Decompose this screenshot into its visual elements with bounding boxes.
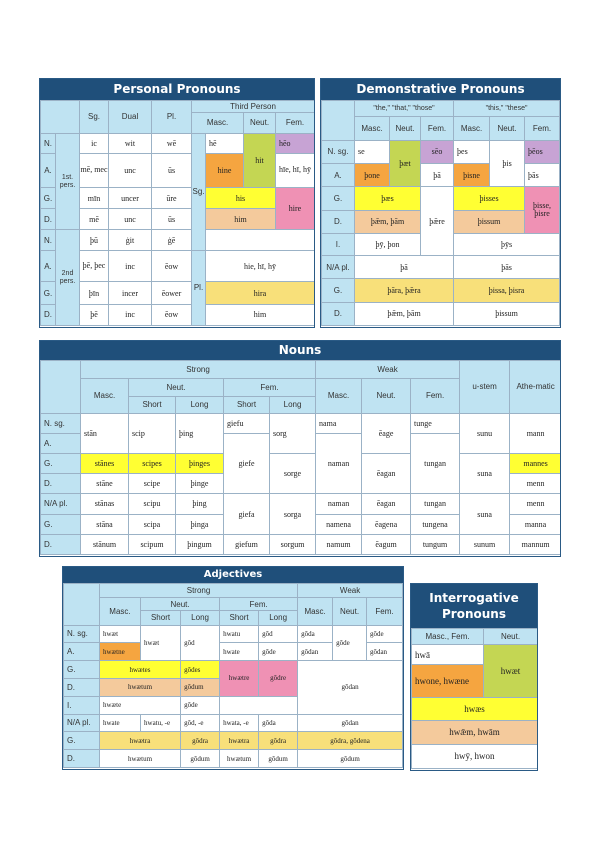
header-neut: Neut. [390,117,421,140]
case-label: D. [41,209,56,230]
pronoun-cell: wit [109,133,152,153]
adjective-cell: hwætre [220,661,259,697]
case-label: D. [41,304,56,325]
interrogative-cell: hwæt [484,645,538,698]
noun-cell: namum [316,534,362,554]
header-masc: Masc. [454,117,490,140]
pronoun-cell: sēo [421,140,454,163]
pronoun-cell: ēow [152,250,192,282]
header-short: Short [129,396,176,413]
adjective-cell: gōde [333,625,367,661]
case-label: G. [322,279,355,302]
personal-pronouns-panel [39,78,315,328]
pronoun-cell: þӯs [454,233,560,255]
noun-cell: sorge [270,454,316,494]
case-label: I. [322,233,355,255]
adjective-cell: hwæt [141,625,181,661]
pronoun-cell: þæs [355,187,421,210]
noun-cell: tungan [411,433,460,494]
header-neut: Neut. [484,629,538,645]
noun-cell: scipum [129,534,176,554]
noun-cell: sunum [460,534,510,554]
noun-cell: stāna [81,514,129,534]
noun-cell: scip [129,413,176,453]
case-label: D. [322,210,355,233]
pronoun-cell: ġit [109,230,152,250]
noun-cell: nama [316,413,362,433]
pronoun-cell: inc [109,304,152,325]
interrogative-cell: hwӯ, hwon [412,744,538,768]
header-athematic: Athe-matic [510,361,561,414]
adjective-cell: gōdra [259,732,298,750]
noun-cell: naman [316,494,362,514]
adjective-cell: hwætum [99,678,180,696]
interrogative-cell: hwone, hwæne [412,665,484,698]
pronoun-cell: þone [355,163,390,186]
pronoun-cell: hire [276,188,315,230]
personal-pronouns-table [40,100,315,326]
header-masc-fem: Masc., Fem. [412,629,484,645]
header-neut: Neut. [141,598,220,611]
pronoun-cell: ūs [152,209,192,230]
noun-cell: ēagena [362,514,411,534]
pronoun-cell: unc [109,209,152,230]
adjective-cell: gōdum [298,750,403,768]
pronoun-cell: þisne [454,163,490,186]
noun-cell: giefu [224,413,270,433]
pronoun-cell: þes [454,140,490,163]
noun-cell: scipu [129,494,176,514]
case-label: N. sg. [41,413,81,433]
pronoun-cell: þisses [454,187,525,210]
case-label: A. [322,163,355,186]
pronoun-cell: þissa, þisra [454,279,560,302]
adjective-cell: hwætra [220,732,259,750]
case-label: A. [64,643,100,661]
adjectives-table [63,583,403,768]
header-neut: Neut. [362,378,411,413]
noun-cell: stānes [81,454,129,474]
nouns-title: Nouns [40,341,560,360]
header-neut: Neut. [129,378,224,396]
noun-cell: ēagum [362,534,411,554]
pronoun-cell: ēower [152,282,192,304]
header-long: Long [259,611,298,625]
pronoun-cell: incer [109,282,152,304]
adjective-cell: hwæte [99,696,180,714]
pronoun-cell: ic [80,133,109,153]
first-person-label: 1st. pers. [56,133,80,230]
pronoun-cell: þā [355,256,454,279]
noun-cell: tunge [411,413,460,433]
case-label: G. [41,514,81,534]
case-label: A. [41,154,56,188]
case-label: D. [322,302,355,325]
adjective-cell: gōde [366,625,402,643]
noun-cell: tungena [411,514,460,534]
noun-cell: namena [316,514,362,534]
pronoun-cell: þissum [454,302,560,325]
noun-cell: tungan [411,494,460,514]
pronoun-cell: ūre [152,188,192,209]
pronoun-cell: þū [80,230,109,250]
third-pl-label: Pl. [192,250,206,325]
pronoun-cell: se [355,140,390,163]
adjective-cell: gōde [259,643,298,661]
noun-cell: ēage [362,413,411,453]
header-sg: Sg. [80,101,109,134]
adjective-cell: hwætum [99,750,180,768]
interrogative-pronouns-panel [410,583,538,771]
noun-cell: suna [460,454,510,494]
pronoun-cell: þissum [454,210,525,233]
case-label: A. [41,250,56,282]
noun-cell: sorga [270,494,316,534]
pronoun-cell: þē [80,304,109,325]
noun-cell: naman [316,433,362,494]
header-long: Long [176,396,224,413]
adjectives-panel [62,566,404,770]
second-person-label: 2nd pers. [56,230,80,326]
case-label: D. [64,750,100,768]
header-pl: Pl. [152,101,192,134]
noun-cell: stānas [81,494,129,514]
pronoun-cell: þisse, þisre [525,187,560,234]
header-dual: Dual [109,101,152,134]
noun-cell: suna [460,494,510,534]
noun-cell: þinga [176,514,224,534]
case-label: G. [41,282,56,304]
header-fem: Fem. [224,378,316,396]
case-label: D. [41,534,81,554]
case-label: I. [64,696,100,714]
interrogative-cell: hwæs [412,698,538,720]
pronoun-cell: hira [206,282,315,304]
demonstrative-pronouns-title: Demonstrative Pronouns [321,79,560,100]
header-neut: Neut. [244,112,276,133]
pronoun-cell: his [206,188,276,209]
pronoun-cell: þās [454,256,560,279]
noun-cell: þing [176,494,224,514]
pronoun-cell: þāra, þǣra [355,279,454,302]
pronoun-cell: þās [525,163,560,186]
adjective-cell: gōdan [298,714,403,732]
header-masc: Masc. [81,378,129,413]
pronoun-cell: ēow [152,304,192,325]
case-label: G. [64,661,100,679]
adjective-cell: hwatu, -e [141,714,181,732]
pronoun-cell: inc [109,250,152,282]
pronoun-cell: þēos [525,140,560,163]
pronoun-cell: þǣm, þām [355,210,421,233]
adjective-cell: gōdra, gōdena [298,732,403,750]
case-label: N. sg. [322,140,355,163]
noun-cell: scipe [129,474,176,494]
pronoun-cell: þis [490,140,525,187]
case-label: N/A pl. [322,256,355,279]
nouns-table [40,360,561,555]
adjective-cell: gōd, -e [181,714,220,732]
pronoun-cell: þæt [390,140,421,187]
header-long: Long [181,611,220,625]
case-label: N. [41,133,56,153]
header-short: Short [224,396,270,413]
pronoun-cell: uncer [109,188,152,209]
adjective-cell: gōdre [259,661,298,697]
header-the-that-those: "the," "that," "those" [355,101,454,117]
adjective-cell: hwatu [220,625,259,643]
header-this-these: "this," "these" [454,101,560,117]
noun-cell: sorg [270,413,316,453]
adjective-cell: gōdan [298,643,333,661]
header-fem: Fem. [421,117,454,140]
adjective-cell: hwætra [99,732,180,750]
nouns-panel [39,340,561,557]
pronoun-cell: mē, mec [80,154,109,188]
demonstrative-pronouns-panel [320,78,561,328]
case-label: N. [41,230,56,250]
demonstrative-pronouns-table [321,100,560,326]
header-fem: Fem. [411,378,460,413]
noun-cell: ēagan [362,454,411,494]
pronoun-cell: þǣm, þām [355,302,454,325]
header-fem: Fem. [366,598,402,625]
third-sg-label: Sg. [192,133,206,250]
adjective-cell: gōda [259,714,298,732]
noun-cell: scipa [129,514,176,534]
adjective-cell: gōd [181,625,220,661]
header-masc: Masc. [192,112,244,133]
pronoun-cell: hīe, hī, hӯ [276,154,315,188]
pronoun-cell: wē [152,133,192,153]
case-label: D. [41,474,81,494]
noun-cell: þinge [176,474,224,494]
adjective-cell: gōdes [181,661,220,679]
adjective-cell: hwate [99,714,140,732]
noun-cell: giefum [224,534,270,554]
adjective-cell: gōdan [298,661,403,714]
noun-cell: ēagan [362,494,411,514]
case-label: D. [64,678,100,696]
adjective-cell: gōdra [181,732,220,750]
adjective-cell: hwata, -e [220,714,259,732]
pronoun-cell: unc [109,154,152,188]
adjective-cell: hwate [220,643,259,661]
interrogative-cell: hwǣm, hwām [412,720,538,744]
pronoun-cell: þǣre [421,187,454,256]
noun-cell: giefe [224,433,270,494]
pronoun-cell: þā [421,163,454,186]
pronoun-cell: hine [206,154,244,188]
noun-cell: mannum [510,534,561,554]
case-label: G. [322,187,355,210]
header-neut: Neut. [333,598,367,625]
case-label: G. [41,188,56,209]
interrogative-pronouns-table [411,628,538,769]
header-masc: Masc. [99,598,140,625]
adjectives-title: Adjectives [63,567,403,583]
adjective-cell: hwætne [99,643,140,661]
header-strong: Strong [81,361,316,379]
noun-cell: menn [510,494,561,514]
pronoun-cell: him [206,304,315,325]
adjective-cell: gōdum [181,750,220,768]
adjective-cell: hwætes [99,661,180,679]
pronoun-cell: hē [206,133,244,153]
case-label: A. [41,433,81,453]
adjective-cell: hwæt [99,625,140,643]
header-masc: Masc. [298,598,333,625]
personal-pronouns-title: Personal Pronouns [40,79,314,100]
noun-cell: mann [510,413,561,453]
noun-cell: scipes [129,454,176,474]
header-fem: Fem. [220,598,298,611]
header-strong: Strong [99,584,297,598]
adjective-cell: gōda [298,625,333,643]
header-u-stem: u-stem [460,361,510,414]
pronoun-cell: þӯ, þon [355,233,421,255]
case-label: G. [41,454,81,474]
case-label: N. sg. [64,625,100,643]
pronoun-cell: ġē [152,230,192,250]
adjective-cell: hwætum [220,750,259,768]
noun-cell: mannes [510,454,561,474]
noun-cell: sorgum [270,534,316,554]
case-label: G. [64,732,100,750]
noun-cell: stāne [81,474,129,494]
adjective-cell: gōde [181,696,220,714]
header-weak: Weak [316,361,460,379]
case-label: N/A pl. [41,494,81,514]
noun-cell: manna [510,514,561,534]
noun-cell: þing [176,413,224,453]
noun-cell: stānum [81,534,129,554]
header-fem: Fem. [525,117,560,140]
interrogative-cell: hwā [412,645,484,665]
header-masc: Masc. [355,117,390,140]
header-third-person: Third Person [192,101,315,113]
pronoun-cell: þē, þec [80,250,109,282]
pronoun-cell: him [206,209,276,230]
header-long: Long [270,396,316,413]
noun-cell: giefa [224,494,270,534]
case-label: N/A pl. [64,714,100,732]
header-weak: Weak [298,584,403,598]
header-neut: Neut. [490,117,525,140]
noun-cell: þingum [176,534,224,554]
adjective-cell: gōd [259,625,298,643]
pronoun-cell: hie, hī, hӯ [206,250,315,282]
adjective-cell: gōdum [259,750,298,768]
pronoun-cell: hēo [276,133,315,153]
header-fem: Fem. [276,112,315,133]
noun-cell: tungum [411,534,460,554]
adjective-cell: gōdan [366,643,402,661]
pronoun-cell: mīn [80,188,109,209]
pronoun-cell: hit [244,133,276,187]
pronoun-cell: þīn [80,282,109,304]
noun-cell: stān [81,413,129,453]
noun-cell: menn [510,474,561,494]
noun-cell: þinges [176,454,224,474]
header-masc: Masc. [316,378,362,413]
header-short: Short [220,611,259,625]
header-short: Short [141,611,181,625]
pronoun-cell: ūs [152,154,192,188]
interrogative-pronouns-title: Interrogative Pronouns [411,584,537,628]
noun-cell: sunu [460,413,510,453]
pronoun-cell: mē [80,209,109,230]
adjective-cell: gōdum [181,678,220,696]
